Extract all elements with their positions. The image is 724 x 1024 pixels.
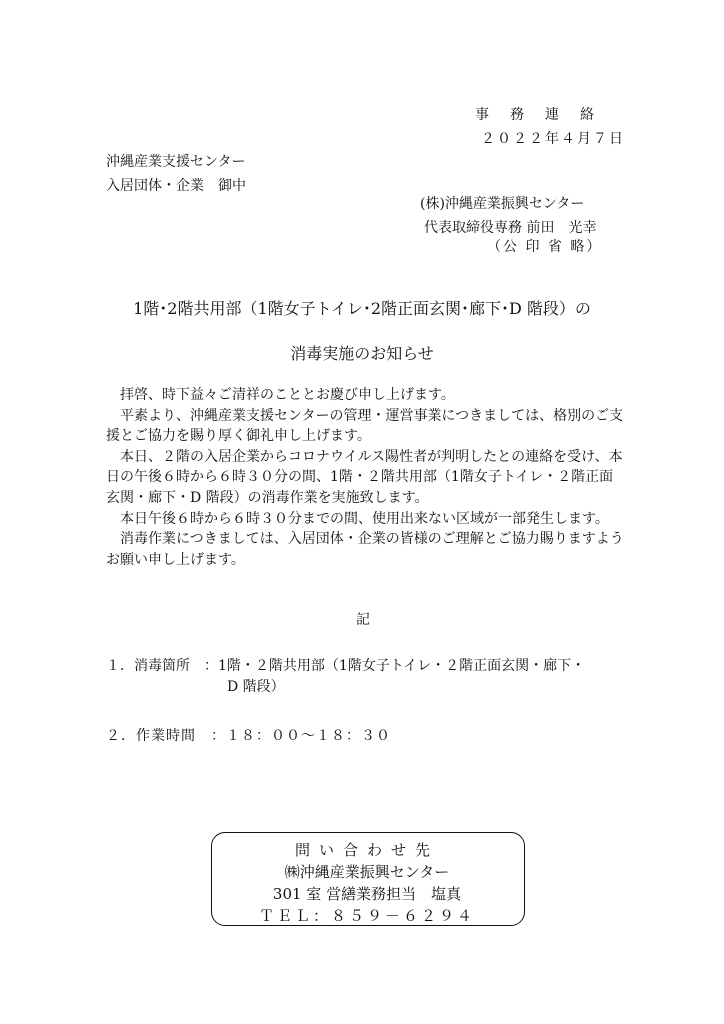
- document-type: 事務連絡: [475, 107, 615, 123]
- sender-organization: (株)沖縄産業振興センター: [420, 196, 585, 212]
- contact-organization: ㈱沖縄産業振興センター: [284, 863, 450, 881]
- notice-body: [106, 385, 626, 570]
- body-paragraph-restriction: 本日午後６時から６時３０分までの間、使用出来ない区域が一部発生します。: [106, 510, 609, 527]
- recipient-line-1: 沖縄産業支援センター: [106, 154, 246, 170]
- seal-omitted-note: （公 印 省 略）: [487, 239, 603, 255]
- item-disinfection-location: １．消毒箇所 ：1階・２階共用部（1階女子トイレ・２階正面玄関・廊下・: [106, 658, 586, 674]
- notice-title-line-2: 消毒実施のお知らせ: [290, 344, 434, 363]
- sender-person: 代表取締役専務 前田 光幸: [424, 220, 597, 236]
- ki-heading: 記: [356, 612, 370, 628]
- body-paragraph-request: 消毒作業につきましては、入居団体・企業の皆様のご理解とご協力賜りますようお願い申し上げます。: [106, 531, 624, 568]
- contact-department: 301 室 営繕業務担当 塩真: [272, 885, 462, 903]
- contact-phone: ＴＥＬ：８５９－６２９４: [258, 907, 475, 925]
- item-disinfection-location-cont: D 階段）: [227, 679, 285, 695]
- item-work-time: ２．作業時間 ：１８：００～１８：３０: [106, 728, 391, 744]
- body-paragraph-thanks: 平素より、沖縄産業支援センターの管理・運営事業につきましては、格別のご支援とご協力を賜り厚く御礼申し上げます。: [106, 407, 624, 445]
- notice-title-line-1: 1階･2階共用部（1階女子トイレ･2階正面玄関･廊下･D 階段）の: [133, 299, 591, 318]
- recipient-line-2: 入居団体・企業 御中: [106, 178, 246, 194]
- contact-heading: 問い合わせ先: [294, 841, 439, 859]
- body-paragraph-disinfection: 本日、２階の入居企業からコロナウイルス陽性者が判明したとの連絡を受け、本日の午後６時から６時３０分の間、1階・２階共用部（1階女子トイレ・２階正面玄関・廊下・D 階段）の消毒作業を実施致します。: [106, 448, 623, 506]
- body-paragraph-greeting: 拝啓、時下益々ご清祥のこととお慶び申し上げます。: [106, 387, 455, 403]
- document-date: ２０２２年４月７日: [481, 131, 625, 147]
